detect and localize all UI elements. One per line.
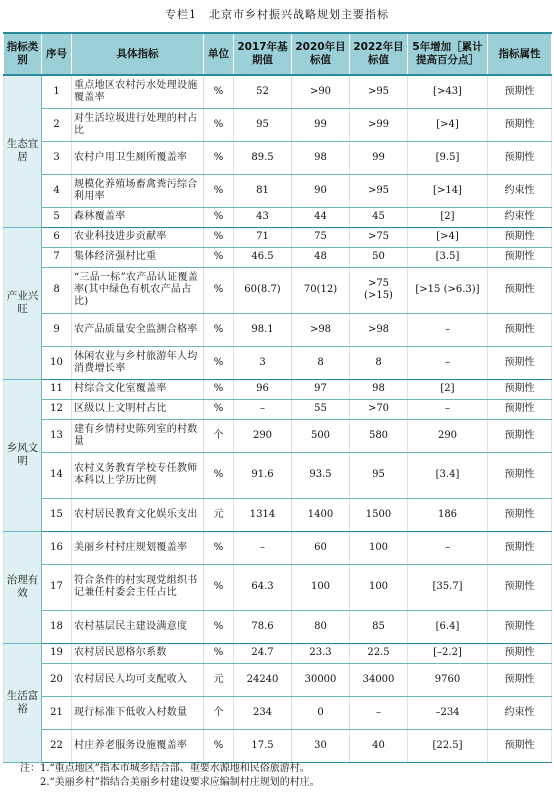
indicator-cell: 森林覆盖率 <box>72 207 204 227</box>
indicator-cell: 对生活垃圾进行处理的村占比 <box>72 108 204 141</box>
base-2017-cell: 81 <box>234 174 292 207</box>
category-cell: 产业兴旺 <box>4 227 42 379</box>
indicator-cell: 农村居民教育文化娱乐支出 <box>72 498 204 531</box>
unit-cell: % <box>204 729 234 762</box>
target-2022-cell: 100 <box>350 564 408 610</box>
target-2020-cell: 99 <box>292 108 350 141</box>
attribute-cell: 约束性 <box>488 696 552 729</box>
seq-cell: 4 <box>42 174 72 207</box>
target-2020-cell: 48 <box>292 247 350 267</box>
indicator-cell: 美丽乡村村庄规划覆盖率 <box>72 531 204 564</box>
indicator-cell: 符合条件的村实现党组织书记兼任村委会主任占比 <box>72 564 204 610</box>
seq-cell: 3 <box>42 141 72 174</box>
attribute-cell: 预期性 <box>488 227 552 247</box>
table-row <box>4 313 552 346</box>
increase-5y-cell: [3.5] <box>408 247 488 267</box>
indicator-cell: “三品一标”农产品认证覆盖率(其中绿色有机农产品占比) <box>72 267 204 313</box>
attribute-cell: 预期性 <box>488 419 552 452</box>
indicator-cell: 农产品质量安全监测合格率 <box>72 313 204 346</box>
seq-cell: 12 <box>42 399 72 419</box>
target-2020-cell: 100 <box>292 564 350 610</box>
table-row <box>4 346 552 379</box>
indicator-cell: 农村居民恩格尔系数 <box>72 643 204 663</box>
target-2022-cell: 100 <box>350 531 408 564</box>
base-2017-cell: 17.5 <box>234 729 292 762</box>
target-2020-cell: 1400 <box>292 498 350 531</box>
indicator-cell: 村综合文化室覆盖率 <box>72 379 204 399</box>
target-2020-cell: 23.3 <box>292 643 350 663</box>
attribute-cell: 预期性 <box>488 610 552 643</box>
target-2022-cell: 34000 <box>350 663 408 696</box>
indicator-cell: 规模化养殖场畜禽粪污综合利用率 <box>72 174 204 207</box>
attribute-cell: 约束性 <box>488 174 552 207</box>
increase-5y-cell: 290 <box>408 419 488 452</box>
indicator-cell: 休闲农业与乡村旅游年人均消费增长率 <box>72 346 204 379</box>
base-2017-cell: 95 <box>234 108 292 141</box>
table-row <box>4 379 552 399</box>
base-2017-cell: 52 <box>234 75 292 108</box>
target-2022-cell: >95 <box>350 75 408 108</box>
base-2017-cell: 46.5 <box>234 247 292 267</box>
target-2022-cell: >75 (>15) <box>350 267 408 313</box>
attribute-cell: 预期性 <box>488 247 552 267</box>
target-2020-cell: 70(12) <box>292 267 350 313</box>
increase-5y-cell: [2] <box>408 379 488 399</box>
base-2017-cell: 64.3 <box>234 564 292 610</box>
target-2020-cell: 97 <box>292 379 350 399</box>
base-2017-cell: 96 <box>234 379 292 399</box>
attribute-cell: 预期性 <box>488 379 552 399</box>
increase-5y-cell: [–2.2] <box>408 643 488 663</box>
unit-cell: % <box>204 75 234 108</box>
seq-cell: 6 <box>42 227 72 247</box>
attribute-cell: 预期性 <box>488 643 552 663</box>
seq-cell: 19 <box>42 643 72 663</box>
attribute-cell: 预期性 <box>488 452 552 498</box>
seq-cell: 2 <box>42 108 72 141</box>
seq-cell: 17 <box>42 564 72 610</box>
attribute-cell: 预期性 <box>488 267 552 313</box>
attribute-cell: 预期性 <box>488 531 552 564</box>
target-2022-cell: 85 <box>350 610 408 643</box>
target-2022-cell: >75 <box>350 227 408 247</box>
header-target-2022: 2022年目标值 <box>350 33 408 75</box>
target-2022-cell: – <box>350 696 408 729</box>
base-2017-cell: 91.6 <box>234 452 292 498</box>
target-2020-cell: 80 <box>292 610 350 643</box>
indicator-cell: 农村义务教育学校专任教师本科以上学历比例 <box>72 452 204 498</box>
target-2020-cell: 75 <box>292 227 350 247</box>
seq-cell: 20 <box>42 663 72 696</box>
attribute-cell: 预期性 <box>488 313 552 346</box>
header-base-2017: 2017年基期值 <box>234 33 292 75</box>
header-attribute: 指标属性 <box>488 33 552 75</box>
increase-5y-cell: – <box>408 531 488 564</box>
increase-5y-cell: [>4] <box>408 227 488 247</box>
unit-cell: % <box>204 141 234 174</box>
increase-5y-cell: 186 <box>408 498 488 531</box>
header-category: 指标类别 <box>4 33 42 75</box>
table-title: 专栏1 北京市乡村振兴战略规划主要指标 <box>165 8 389 21</box>
note-line-1: 注：1.“重点地区”指本市城乡结合部、重要水源地和民俗旅游村。 <box>20 763 310 774</box>
target-2022-cell: >99 <box>350 108 408 141</box>
increase-5y-cell: [>43] <box>408 75 488 108</box>
seq-cell: 14 <box>42 452 72 498</box>
target-2022-cell: 95 <box>350 452 408 498</box>
unit-cell: % <box>204 313 234 346</box>
base-2017-cell: 290 <box>234 419 292 452</box>
table-notes <box>20 762 540 790</box>
increase-5y-cell: [3.4] <box>408 452 488 498</box>
unit-cell: % <box>204 108 234 141</box>
indicator-cell: 区级以上文明村占比 <box>72 399 204 419</box>
target-2020-cell: 44 <box>292 207 350 227</box>
seq-cell: 16 <box>42 531 72 564</box>
header-seq: 序号 <box>42 33 72 75</box>
table-row <box>4 696 552 729</box>
increase-5y-cell: – <box>408 399 488 419</box>
target-2020-cell: 30000 <box>292 663 350 696</box>
unit-cell: % <box>204 564 234 610</box>
attribute-cell: 预期性 <box>488 663 552 696</box>
table-row <box>4 531 552 564</box>
base-2017-cell: – <box>234 399 292 419</box>
indicator-cell: 集体经济强村比重 <box>72 247 204 267</box>
target-2020-cell: 500 <box>292 419 350 452</box>
attribute-cell: 预期性 <box>488 729 552 762</box>
attribute-cell: 预期性 <box>488 75 552 108</box>
table-row <box>4 399 552 419</box>
table-row <box>4 108 552 141</box>
indicator-cell: 农村户用卫生厕所覆盖率 <box>72 141 204 174</box>
attribute-cell: 约束性 <box>488 207 552 227</box>
target-2022-cell: 8 <box>350 346 408 379</box>
base-2017-cell: 60(8.7) <box>234 267 292 313</box>
indicator-cell: 村庄养老服务设施覆盖率 <box>72 729 204 762</box>
indicator-cell: 重点地区农村污水处理设施覆盖率 <box>72 75 204 108</box>
unit-cell: % <box>204 207 234 227</box>
indicator-cell: 农村基层民主建设满意度 <box>72 610 204 643</box>
target-2020-cell: 90 <box>292 174 350 207</box>
indicator-cell: 现行标准下低收入村数量 <box>72 696 204 729</box>
target-2020-cell: 55 <box>292 399 350 419</box>
target-2020-cell: >98 <box>292 313 350 346</box>
header-increase-5y: 5年增加［累计提高百分点］ <box>408 33 488 75</box>
table-row <box>4 452 552 498</box>
table-row <box>4 75 552 108</box>
table-row <box>4 247 552 267</box>
base-2017-cell: 71 <box>234 227 292 247</box>
base-2017-cell: 98.1 <box>234 313 292 346</box>
unit-cell: % <box>204 399 234 419</box>
base-2017-cell: 24240 <box>234 663 292 696</box>
indicators-table <box>3 32 552 763</box>
unit-cell: % <box>204 452 234 498</box>
table-row <box>4 141 552 174</box>
seq-cell: 11 <box>42 379 72 399</box>
attribute-cell: 预期性 <box>488 399 552 419</box>
target-2022-cell: 98 <box>350 379 408 399</box>
target-2022-cell: >98 <box>350 313 408 346</box>
increase-5y-cell: [>15 (>6.3)] <box>408 267 488 313</box>
seq-cell: 15 <box>42 498 72 531</box>
target-2022-cell: 22.5 <box>350 643 408 663</box>
header-indicator: 具体指标 <box>72 33 204 75</box>
unit-cell: 个 <box>204 419 234 452</box>
table-row <box>4 227 552 247</box>
header-target-2020: 2020年目标值 <box>292 33 350 75</box>
table-row <box>4 564 552 610</box>
target-2022-cell: 40 <box>350 729 408 762</box>
base-2017-cell: 89.5 <box>234 141 292 174</box>
target-2022-cell: 45 <box>350 207 408 227</box>
target-2022-cell: >70 <box>350 399 408 419</box>
attribute-cell: 预期性 <box>488 498 552 531</box>
unit-cell: 元 <box>204 498 234 531</box>
indicator-cell: 农村居民人均可支配收入 <box>72 663 204 696</box>
table-row <box>4 419 552 452</box>
target-2020-cell: 93.5 <box>292 452 350 498</box>
base-2017-cell: 24.7 <box>234 643 292 663</box>
unit-cell: % <box>204 610 234 643</box>
unit-cell: 元 <box>204 663 234 696</box>
indicator-cell: 建有乡情村史陈列室的村数量 <box>72 419 204 452</box>
seq-cell: 10 <box>42 346 72 379</box>
attribute-cell: 预期性 <box>488 346 552 379</box>
increase-5y-cell: –234 <box>408 696 488 729</box>
category-cell: 生活富裕 <box>4 643 42 762</box>
unit-cell: % <box>204 227 234 247</box>
attribute-cell: 预期性 <box>488 564 552 610</box>
unit-cell: % <box>204 267 234 313</box>
seq-cell: 7 <box>42 247 72 267</box>
table-row <box>4 267 552 313</box>
unit-cell: % <box>204 247 234 267</box>
base-2017-cell: 1314 <box>234 498 292 531</box>
note-line-2: 2.“美丽乡村”指结合美丽乡村建设要求应编制村庄规划的村庄。 <box>20 777 320 788</box>
seq-cell: 9 <box>42 313 72 346</box>
increase-5y-cell: [6.4] <box>408 610 488 643</box>
target-2020-cell: 8 <box>292 346 350 379</box>
base-2017-cell: 3 <box>234 346 292 379</box>
target-2022-cell: 50 <box>350 247 408 267</box>
seq-cell: 8 <box>42 267 72 313</box>
category-cell: 乡风文明 <box>4 379 42 531</box>
category-cell: 生态宜居 <box>4 75 42 227</box>
increase-5y-cell: [35.7] <box>408 564 488 610</box>
table-header-row <box>4 33 552 75</box>
target-2020-cell: 0 <box>292 696 350 729</box>
attribute-cell: 预期性 <box>488 108 552 141</box>
increase-5y-cell: – <box>408 313 488 346</box>
table-row <box>4 729 552 762</box>
seq-cell: 13 <box>42 419 72 452</box>
unit-cell: % <box>204 643 234 663</box>
seq-cell: 5 <box>42 207 72 227</box>
increase-5y-cell: [>14] <box>408 174 488 207</box>
target-2020-cell: 30 <box>292 729 350 762</box>
seq-cell: 22 <box>42 729 72 762</box>
increase-5y-cell: [>4] <box>408 108 488 141</box>
unit-cell: % <box>204 174 234 207</box>
base-2017-cell: 78.6 <box>234 610 292 643</box>
base-2017-cell: – <box>234 531 292 564</box>
target-2020-cell: 98 <box>292 141 350 174</box>
increase-5y-cell: 9760 <box>408 663 488 696</box>
seq-cell: 21 <box>42 696 72 729</box>
table-row <box>4 207 552 227</box>
target-2022-cell: 1500 <box>350 498 408 531</box>
base-2017-cell: 234 <box>234 696 292 729</box>
header-unit: 单位 <box>204 33 234 75</box>
unit-cell: % <box>204 531 234 564</box>
target-2022-cell: >95 <box>350 174 408 207</box>
base-2017-cell: 43 <box>234 207 292 227</box>
target-2020-cell: 60 <box>292 531 350 564</box>
increase-5y-cell: [22.5] <box>408 729 488 762</box>
table-row <box>4 610 552 643</box>
target-2020-cell: >90 <box>292 75 350 108</box>
seq-cell: 18 <box>42 610 72 643</box>
category-cell: 治理有效 <box>4 531 42 643</box>
table-row <box>4 498 552 531</box>
target-2022-cell: 580 <box>350 419 408 452</box>
indicator-cell: 农业科技进步贡献率 <box>72 227 204 247</box>
target-2022-cell: 99 <box>350 141 408 174</box>
increase-5y-cell: [9.5] <box>408 141 488 174</box>
unit-cell: % <box>204 346 234 379</box>
increase-5y-cell: – <box>408 346 488 379</box>
seq-cell: 1 <box>42 75 72 108</box>
unit-cell: 个 <box>204 696 234 729</box>
increase-5y-cell: [2] <box>408 207 488 227</box>
table-row <box>4 663 552 696</box>
table-row <box>4 643 552 663</box>
attribute-cell: 预期性 <box>488 141 552 174</box>
unit-cell: % <box>204 379 234 399</box>
table-row <box>4 174 552 207</box>
